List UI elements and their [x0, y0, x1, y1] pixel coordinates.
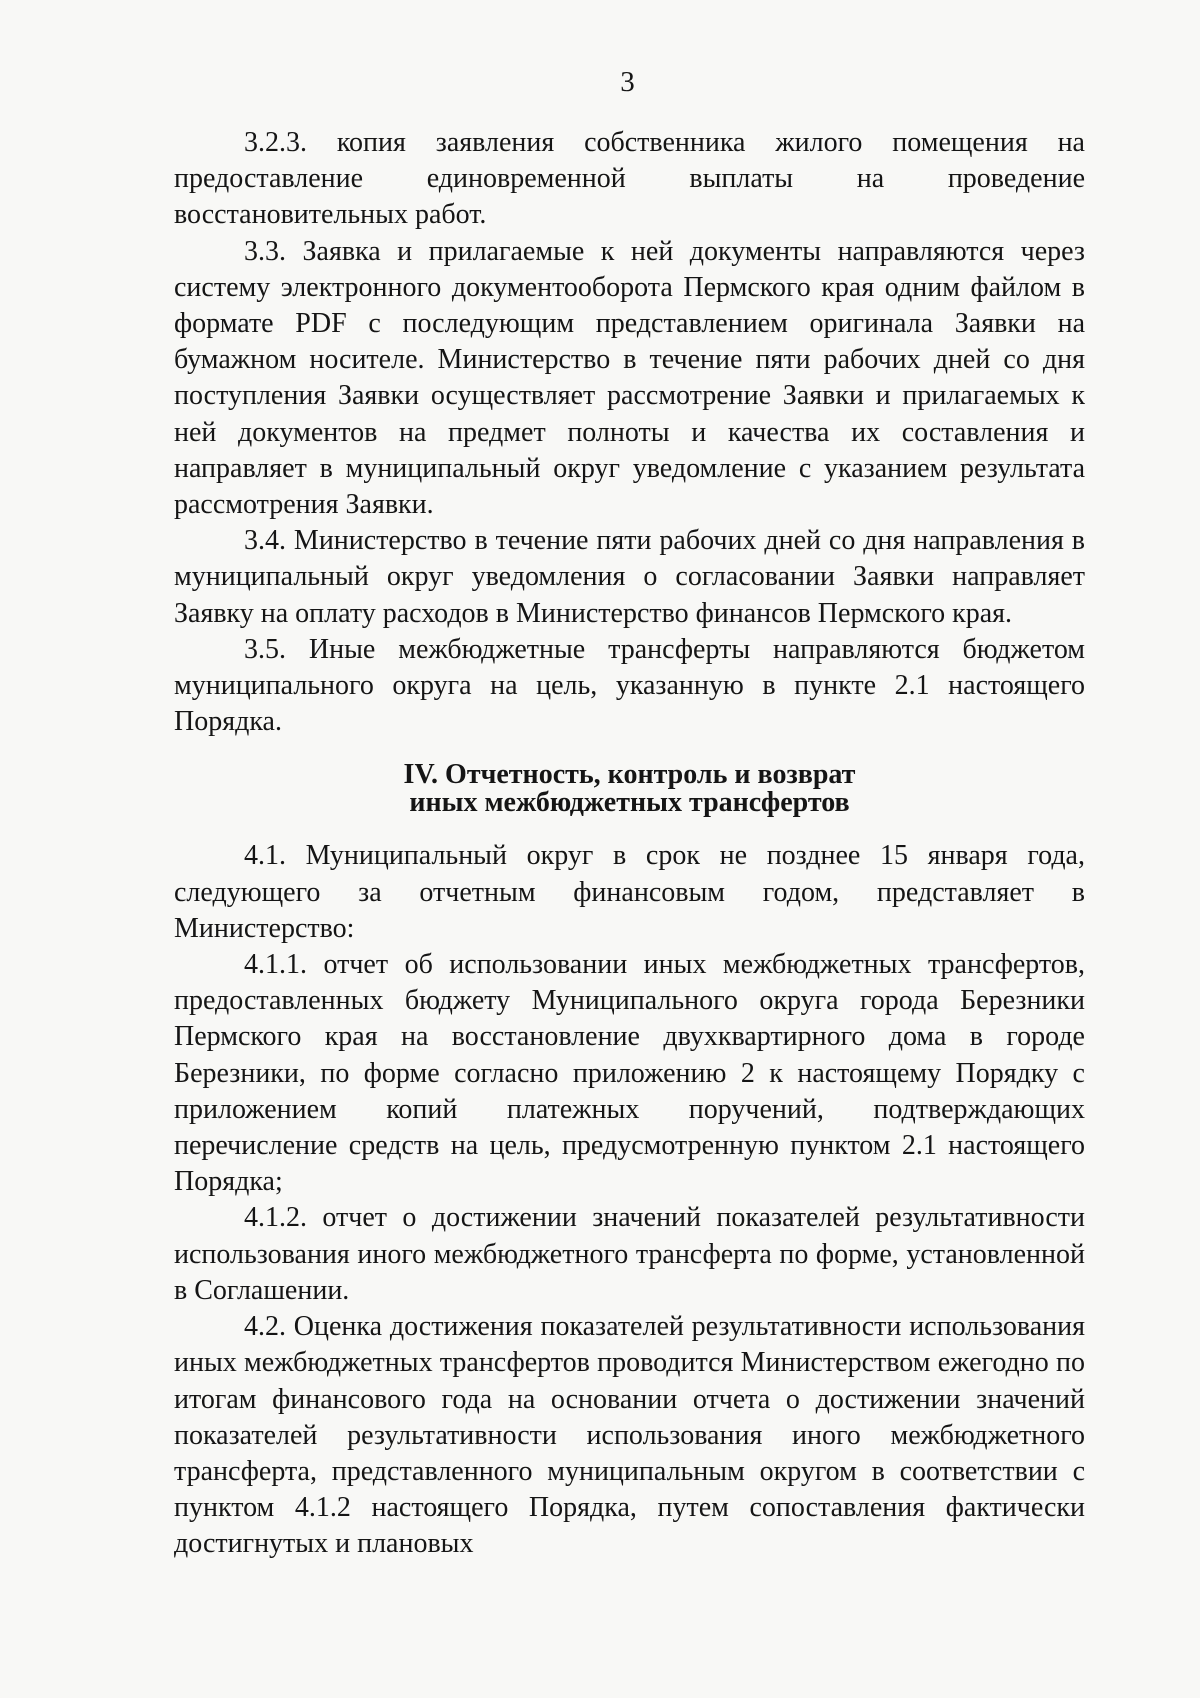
document-body — [174, 125, 1085, 1563]
paragraph-3-4: 3.4. Министерство в течение пяти рабочих дней со дня направления в муниципальный округ уведомления о согласовании Заявки направляет Заявку на оплату расходов в Министерство финансов Пермского края. — [174, 525, 1085, 629]
paragraph-4-1-1: 4.1.1. отчет об использовании иных межбюджетных трансфертов, предоставленных бюджету Муниципального округа города Березники Пермского края на восстановление двухквартирного дома в городе Березники, по форме согласно приложению 2 к настоящему Порядку с приложением копий платежных поручений, подтверждающих перечисление средств на цель, предусмотренную пунктом 2.1 настоящего Порядка; — [174, 949, 1085, 1198]
paragraph-4-1-2: 4.1.2. отчет о достижении значений показателей результативности использования иного межбюджетного трансферта по форме, установленной в Соглашении. — [174, 1202, 1085, 1306]
paragraph-3-5: 3.5. Иные межбюджетные трансферты направляются бюджетом муниципального округа на цель, указанную в пункте 2.1 настоящего Порядка. — [174, 633, 1085, 738]
section-heading — [174, 761, 1085, 817]
section-heading-line-1: IV. Отчетность, контроль и возврат — [403, 759, 856, 791]
section-heading-line-2: иных межбюджетных трансфертов — [409, 787, 850, 819]
paragraph-4-2: 4.2. Оценка достижения показателей результативности использования иных межбюджетных трансфертов проводится Министерством ежегодно по итогам финансового года на основании отчета о достижении значений показателей результативности использования иного межбюджетного трансферта, представленного муниципальным округом в соответствии с пунктом 4.1.2 настоящего Порядка, путем сопоставления фактически достигнутых и плановых — [174, 1311, 1085, 1560]
paragraph-3-2-3: 3.2.3. копия заявления собственника жилого помещения на предоставление единовременной выплаты на проведение восстановительных работ. — [174, 127, 1085, 231]
paragraph-4-1: 4.1. Муниципальный округ в срок не позднее 15 января года, следующего за отчетным финансовым годом, представляет в Министерство: — [174, 840, 1085, 944]
paragraph-3-3: 3.3. Заявка и прилагаемые к ней документы направляются через систему электронного документооборота Пермского края одним файлом в формате PDF с последующим представлением оригинала Заявки на бумажном носителе. Министерство в течение пяти рабочих дней со дня поступления Заявки осуществляет рассмотрение Заявки и прилагаемых к ней документов на предмет полноты и качества их составления и направляет в муниципальный округ уведомление с указанием результата рассмотрения Заявки. — [174, 235, 1085, 521]
page-number: 3 — [620, 66, 635, 98]
